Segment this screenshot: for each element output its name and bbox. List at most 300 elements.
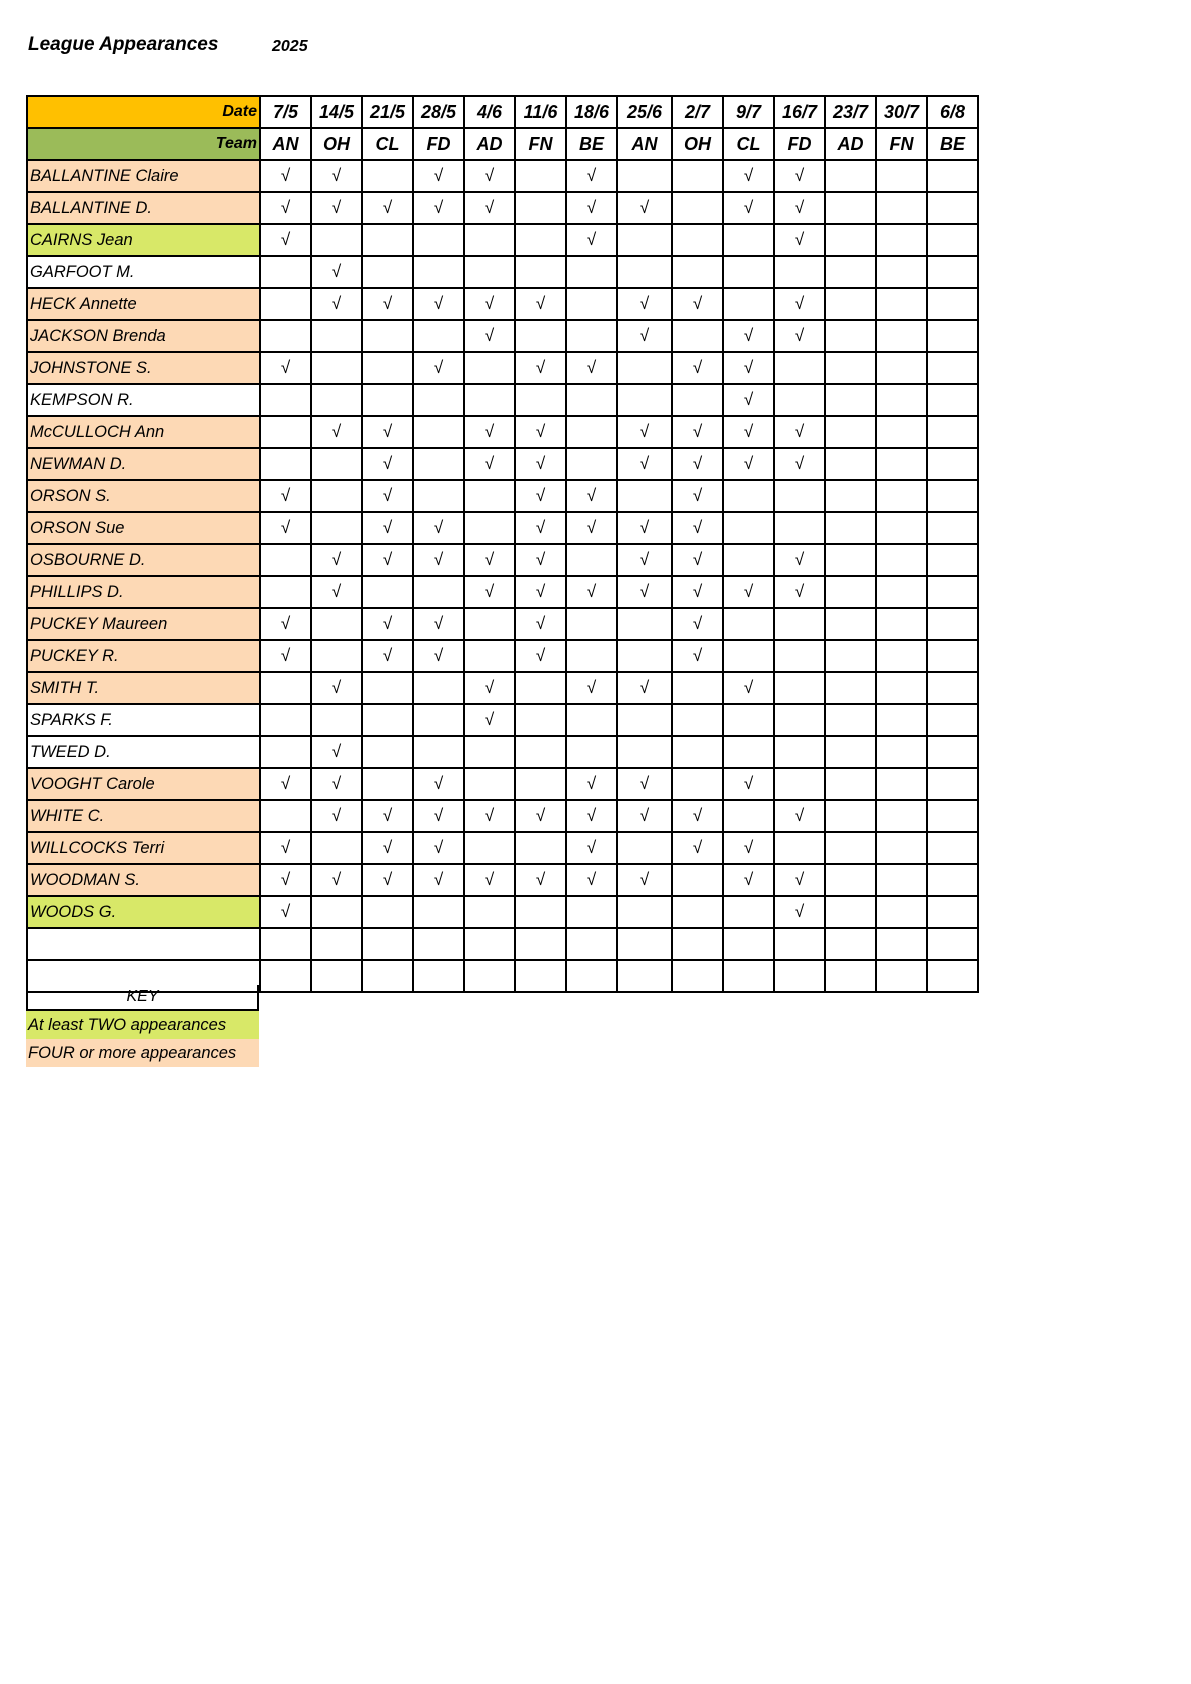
appearance-cell: [723, 512, 774, 544]
appearance-tick: √: [413, 864, 464, 896]
appearance-cell: [876, 480, 927, 512]
appearance-tick: √: [672, 544, 723, 576]
appearance-tick: √: [672, 608, 723, 640]
year-label: 2025: [272, 38, 308, 55]
team-header-cell: OH: [672, 128, 723, 160]
appearance-cell: [413, 672, 464, 704]
appearance-cell: [464, 352, 515, 384]
team-header-cell: FN: [515, 128, 566, 160]
player-row: [27, 608, 978, 640]
appearance-cell: [260, 576, 311, 608]
appearance-cell: [876, 864, 927, 896]
appearance-cell: [927, 800, 978, 832]
appearance-tick: √: [311, 864, 362, 896]
appearance-cell: [413, 896, 464, 928]
appearance-cell: [464, 768, 515, 800]
appearance-cell: [617, 832, 672, 864]
player-name: GARFOOT M.: [27, 256, 260, 288]
appearance-cell: [515, 384, 566, 416]
appearance-tick: √: [260, 224, 311, 256]
appearance-cell: [362, 960, 413, 992]
appearance-cell: [311, 512, 362, 544]
appearance-tick: √: [362, 192, 413, 224]
appearance-tick: √: [362, 288, 413, 320]
date-header-cell: 25/6: [617, 96, 672, 128]
appearance-cell: [464, 640, 515, 672]
appearance-cell: [515, 192, 566, 224]
appearance-tick: √: [672, 416, 723, 448]
appearance-cell: [774, 640, 825, 672]
appearance-tick: √: [723, 320, 774, 352]
appearance-cell: [260, 416, 311, 448]
appearance-cell: [617, 736, 672, 768]
appearance-tick: √: [260, 768, 311, 800]
date-header-cell: 9/7: [723, 96, 774, 128]
player-name: SPARKS F.: [27, 704, 260, 736]
appearance-cell: [566, 736, 617, 768]
appearance-cell: [774, 832, 825, 864]
team-header-cell: AN: [617, 128, 672, 160]
appearance-tick: √: [774, 800, 825, 832]
appearance-tick: √: [362, 544, 413, 576]
appearance-cell: [876, 672, 927, 704]
appearance-tick: √: [774, 224, 825, 256]
appearance-cell: [515, 768, 566, 800]
appearance-cell: [876, 192, 927, 224]
appearance-cell: [311, 320, 362, 352]
team-header-cell: AN: [260, 128, 311, 160]
appearance-tick: √: [723, 416, 774, 448]
appearance-tick: √: [311, 288, 362, 320]
appearance-tick: √: [617, 864, 672, 896]
player-row: [27, 448, 978, 480]
team-header-cell: CL: [723, 128, 774, 160]
appearance-tick: √: [566, 800, 617, 832]
appearance-cell: [617, 640, 672, 672]
appearance-tick: √: [723, 384, 774, 416]
player-row: [27, 192, 978, 224]
appearance-cell: [927, 160, 978, 192]
appearance-cell: [672, 224, 723, 256]
player-name: McCULLOCH Ann: [27, 416, 260, 448]
appearance-cell: [672, 704, 723, 736]
appearance-tick: √: [774, 160, 825, 192]
date-header-cell: 18/6: [566, 96, 617, 128]
appearance-cell: [311, 352, 362, 384]
appearance-tick: √: [362, 416, 413, 448]
appearance-cell: [825, 512, 876, 544]
appearance-tick: √: [464, 704, 515, 736]
appearance-tick: √: [260, 608, 311, 640]
appearance-cell: [515, 224, 566, 256]
appearance-cell: [464, 736, 515, 768]
appearance-tick: √: [672, 576, 723, 608]
appearance-tick: √: [464, 672, 515, 704]
appearance-tick: √: [413, 288, 464, 320]
appearance-tick: √: [260, 640, 311, 672]
appearance-cell: [774, 480, 825, 512]
key-title: KEY: [26, 985, 259, 1011]
date-header-cell: 28/5: [413, 96, 464, 128]
appearance-cell: [515, 672, 566, 704]
team-header-cell: FD: [774, 128, 825, 160]
appearance-cell: [464, 832, 515, 864]
appearance-cell: [825, 928, 876, 960]
appearance-tick: √: [260, 352, 311, 384]
appearance-tick: √: [672, 288, 723, 320]
player-row: [27, 512, 978, 544]
appearance-tick: √: [566, 480, 617, 512]
appearance-cell: [362, 768, 413, 800]
appearance-tick: √: [260, 512, 311, 544]
appearance-cell: [927, 224, 978, 256]
appearance-cell: [617, 352, 672, 384]
player-row: [27, 672, 978, 704]
date-row: [27, 96, 978, 128]
appearance-cell: [723, 224, 774, 256]
appearance-cell: [774, 384, 825, 416]
appearance-cell: [825, 288, 876, 320]
appearance-tick: √: [672, 512, 723, 544]
appearance-cell: [566, 640, 617, 672]
team-header-cell: BE: [566, 128, 617, 160]
appearance-cell: [566, 416, 617, 448]
player-name: PHILLIPS D.: [27, 576, 260, 608]
appearance-cell: [566, 320, 617, 352]
appearance-tick: √: [413, 800, 464, 832]
appearance-tick: √: [311, 768, 362, 800]
appearance-tick: √: [723, 576, 774, 608]
appearance-cell: [825, 160, 876, 192]
appearance-tick: √: [774, 864, 825, 896]
appearance-cell: [413, 704, 464, 736]
appearance-cell: [617, 480, 672, 512]
appearance-tick: √: [362, 512, 413, 544]
appearance-cell: [927, 736, 978, 768]
appearance-tick: √: [617, 544, 672, 576]
appearance-cell: [672, 320, 723, 352]
appearance-tick: √: [413, 352, 464, 384]
appearance-cell: [927, 832, 978, 864]
appearance-cell: [413, 928, 464, 960]
appearance-cell: [825, 768, 876, 800]
appearance-tick: √: [413, 768, 464, 800]
player-name: [27, 928, 260, 960]
player-row: [27, 288, 978, 320]
appearance-tick: √: [362, 800, 413, 832]
appearance-tick: √: [566, 352, 617, 384]
player-name: WOODMAN S.: [27, 864, 260, 896]
appearance-tick: √: [672, 800, 723, 832]
appearance-cell: [876, 288, 927, 320]
appearance-tick: √: [464, 288, 515, 320]
appearance-cell: [876, 608, 927, 640]
appearance-cell: [311, 896, 362, 928]
appearance-cell: [774, 352, 825, 384]
appearance-cell: [260, 448, 311, 480]
appearance-cell: [311, 640, 362, 672]
appearance-tick: √: [723, 672, 774, 704]
appearance-tick: √: [362, 448, 413, 480]
appearance-cell: [362, 672, 413, 704]
appearance-tick: √: [260, 480, 311, 512]
appearance-cell: [362, 160, 413, 192]
player-row: [27, 352, 978, 384]
key-item-two-appearances: At least TWO appearances: [26, 1011, 259, 1039]
team-header-cell: AD: [464, 128, 515, 160]
appearance-cell: [723, 928, 774, 960]
appearance-cell: [774, 960, 825, 992]
appearance-cell: [362, 576, 413, 608]
appearance-cell: [311, 928, 362, 960]
team-header-cell: FN: [876, 128, 927, 160]
player-row: [27, 544, 978, 576]
appearance-tick: √: [464, 864, 515, 896]
appearance-cell: [774, 704, 825, 736]
appearance-cell: [413, 448, 464, 480]
appearance-tick: √: [672, 352, 723, 384]
appearance-tick: √: [566, 160, 617, 192]
appearance-cell: [723, 608, 774, 640]
appearance-cell: [927, 608, 978, 640]
appearance-tick: √: [566, 512, 617, 544]
player-row: [27, 864, 978, 896]
appearance-tick: √: [617, 512, 672, 544]
appearance-tick: √: [515, 608, 566, 640]
team-header-cell: FD: [413, 128, 464, 160]
appearance-cell: [566, 960, 617, 992]
appearance-cell: [723, 288, 774, 320]
appearance-tick: √: [362, 608, 413, 640]
appearance-cell: [617, 608, 672, 640]
appearance-tick: √: [260, 832, 311, 864]
appearance-cell: [927, 256, 978, 288]
appearance-tick: √: [413, 544, 464, 576]
appearance-cell: [927, 672, 978, 704]
appearance-cell: [825, 864, 876, 896]
appearance-cell: [876, 832, 927, 864]
appearance-tick: √: [413, 160, 464, 192]
appearance-cell: [566, 448, 617, 480]
player-row: [27, 320, 978, 352]
appearance-cell: [566, 384, 617, 416]
appearance-cell: [311, 960, 362, 992]
appearance-cell: [774, 256, 825, 288]
appearance-tick: √: [617, 576, 672, 608]
appearance-cell: [825, 352, 876, 384]
player-name: BALLANTINE Claire: [27, 160, 260, 192]
appearance-tick: √: [515, 576, 566, 608]
player-name: HECK Annette: [27, 288, 260, 320]
appearance-cell: [927, 928, 978, 960]
appearance-cell: [672, 160, 723, 192]
appearance-cell: [825, 896, 876, 928]
appearance-cell: [617, 704, 672, 736]
date-header-cell: 6/8: [927, 96, 978, 128]
player-name: PUCKEY R.: [27, 640, 260, 672]
appearance-cell: [825, 448, 876, 480]
appearance-cell: [876, 416, 927, 448]
appearance-cell: [672, 384, 723, 416]
appearance-tick: √: [311, 544, 362, 576]
appearance-tick: √: [672, 448, 723, 480]
date-header-cell: 23/7: [825, 96, 876, 128]
appearance-tick: √: [774, 416, 825, 448]
appearance-cell: [825, 704, 876, 736]
appearance-cell: [723, 704, 774, 736]
appearance-cell: [413, 480, 464, 512]
appearance-cell: [927, 416, 978, 448]
date-header-cell: 14/5: [311, 96, 362, 128]
appearance-cell: [825, 832, 876, 864]
team-header-cell: AD: [825, 128, 876, 160]
appearance-cell: [260, 672, 311, 704]
appearance-cell: [464, 896, 515, 928]
date-header-cell: 4/6: [464, 96, 515, 128]
appearance-cell: [672, 672, 723, 704]
appearance-cell: [876, 960, 927, 992]
appearance-cell: [876, 320, 927, 352]
appearance-tick: √: [464, 320, 515, 352]
appearance-tick: √: [672, 480, 723, 512]
player-name: WILLCOCKS Terri: [27, 832, 260, 864]
appearance-tick: √: [617, 320, 672, 352]
appearance-tick: √: [515, 512, 566, 544]
appearance-cell: [825, 480, 876, 512]
appearance-cell: [774, 736, 825, 768]
appearance-tick: √: [566, 672, 617, 704]
appearance-cell: [260, 320, 311, 352]
appearance-tick: √: [723, 768, 774, 800]
player-row: [27, 928, 978, 960]
appearance-cell: [723, 640, 774, 672]
player-row: [27, 416, 978, 448]
appearance-tick: √: [515, 480, 566, 512]
appearance-cell: [311, 704, 362, 736]
appearance-cell: [464, 960, 515, 992]
appearance-cell: [927, 960, 978, 992]
appearance-tick: √: [774, 320, 825, 352]
appearance-cell: [825, 416, 876, 448]
appearance-tick: √: [515, 544, 566, 576]
appearance-cell: [413, 320, 464, 352]
appearance-cell: [311, 832, 362, 864]
player-name: TWEED D.: [27, 736, 260, 768]
appearance-cell: [260, 736, 311, 768]
team-header-cell: OH: [311, 128, 362, 160]
appearance-tick: √: [774, 576, 825, 608]
appearance-tick: √: [413, 512, 464, 544]
player-name: KEMPSON R.: [27, 384, 260, 416]
appearance-tick: √: [566, 224, 617, 256]
appearance-cell: [362, 256, 413, 288]
player-row: [27, 640, 978, 672]
date-header-cell: 11/6: [515, 96, 566, 128]
appearance-cell: [515, 736, 566, 768]
appearance-tick: √: [260, 896, 311, 928]
appearance-cell: [617, 256, 672, 288]
appearance-cell: [927, 576, 978, 608]
date-header-cell: 21/5: [362, 96, 413, 128]
appearance-cell: [413, 384, 464, 416]
appearance-tick: √: [774, 288, 825, 320]
appearance-cell: [876, 224, 927, 256]
appearance-cell: [825, 960, 876, 992]
appearance-cell: [876, 512, 927, 544]
appearance-cell: [311, 224, 362, 256]
appearance-cell: [464, 256, 515, 288]
key-legend: [26, 985, 259, 1067]
appearance-tick: √: [566, 864, 617, 896]
appearance-cell: [413, 224, 464, 256]
appearance-tick: √: [515, 864, 566, 896]
appearance-cell: [825, 640, 876, 672]
player-name: JACKSON Brenda: [27, 320, 260, 352]
appearance-tick: √: [311, 672, 362, 704]
appearance-cell: [311, 448, 362, 480]
appearance-tick: √: [723, 192, 774, 224]
appearance-cell: [927, 192, 978, 224]
appearance-tick: √: [413, 608, 464, 640]
appearance-cell: [774, 928, 825, 960]
appearance-tick: √: [362, 640, 413, 672]
player-row: [27, 896, 978, 928]
player-row: [27, 800, 978, 832]
appearance-cell: [774, 512, 825, 544]
appearance-cell: [362, 384, 413, 416]
appearance-cell: [876, 928, 927, 960]
appearance-tick: √: [774, 544, 825, 576]
appearance-cell: [774, 672, 825, 704]
appearance-cell: [617, 896, 672, 928]
player-row: [27, 768, 978, 800]
appearance-tick: √: [515, 448, 566, 480]
appearance-cell: [311, 608, 362, 640]
appearance-tick: √: [362, 480, 413, 512]
team-row: [27, 128, 978, 160]
appearance-cell: [876, 800, 927, 832]
appearance-tick: √: [723, 832, 774, 864]
appearance-tick: √: [260, 160, 311, 192]
appearance-cell: [566, 704, 617, 736]
appearance-cell: [723, 544, 774, 576]
player-name: BALLANTINE D.: [27, 192, 260, 224]
date-header-cell: 30/7: [876, 96, 927, 128]
appearance-cell: [362, 320, 413, 352]
appearance-tick: √: [617, 768, 672, 800]
appearance-tick: √: [464, 576, 515, 608]
appearance-cell: [672, 192, 723, 224]
appearance-tick: √: [617, 288, 672, 320]
appearance-cell: [464, 928, 515, 960]
appearance-cell: [464, 384, 515, 416]
appearance-cell: [617, 160, 672, 192]
appearance-tick: √: [311, 576, 362, 608]
appearance-cell: [566, 544, 617, 576]
appearance-tick: √: [617, 416, 672, 448]
appearance-cell: [723, 736, 774, 768]
appearance-cell: [311, 480, 362, 512]
appearance-tick: √: [515, 288, 566, 320]
appearance-cell: [876, 704, 927, 736]
appearance-cell: [825, 544, 876, 576]
appearance-tick: √: [464, 544, 515, 576]
appearance-tick: √: [515, 640, 566, 672]
appearance-cell: [876, 384, 927, 416]
appearance-tick: √: [672, 640, 723, 672]
appearance-tick: √: [413, 640, 464, 672]
appearance-cell: [927, 896, 978, 928]
